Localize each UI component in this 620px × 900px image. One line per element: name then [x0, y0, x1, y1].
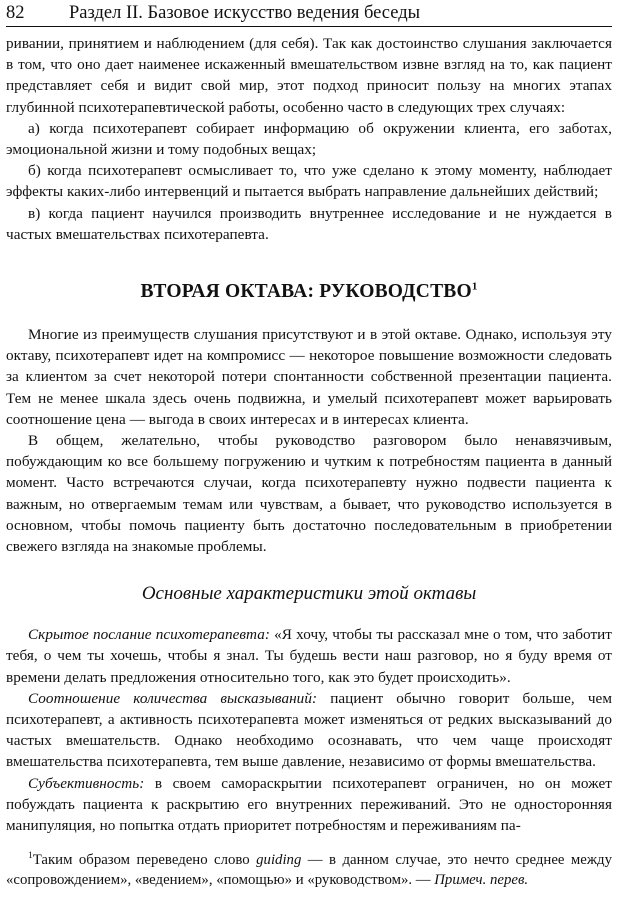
case-a-paragraph: а) когда психотерапевт собирает информацию об окружении клиента, его заботах, эмоциональной жизни и тому подобных вещах; [6, 119, 612, 159]
footnote-mark: 1 [28, 851, 33, 862]
section-text [6, 324, 612, 557]
characteristic-item [6, 773, 612, 837]
footnote [6, 850, 612, 890]
characteristic-term: Субъективность: [28, 774, 145, 792]
characteristic-text: «Я хочу, чтобы ты рассказал мне о том, что заботит тебя, о чем ты хочешь, чтобы я знал. Ты будешь вести наш разговор, но я буду время от времени делать предложения относительно того, как это будет происходить». [6, 626, 612, 686]
footnote-paragraph [6, 850, 612, 890]
footnote-note: Примеч. перев. [434, 872, 529, 888]
page-number: 82 [6, 3, 25, 23]
subsection-heading: Основные характеристики этой октавы [141, 583, 477, 605]
footnote-reference: 1 [471, 280, 478, 293]
case-c-paragraph: в) когда пациент научился производить внутреннее исследование и не нуждается в частых вмешательствах психотерапевта. [6, 204, 612, 243]
running-header [6, 2, 612, 27]
footnote-text: Таким образом переведено слово [32, 852, 257, 868]
footnote-text-middle: — в данном случае, это нечто среднее между «сопровождением», «ведением», «помощью» и «руководством». — [6, 852, 612, 888]
characteristic-item [6, 688, 612, 773]
book-page [6, 2, 613, 888]
characteristic-text: пациент обычно говорит больше, чем психотерапевт, а активность психотерапевта может изменяться от редких высказываний до частых вмешательств. Однако необходимо осознавать, что чем чаще происходят вмешательства психотерапевта, тем выше давление, независимо от формы вмешательства. [6, 689, 613, 771]
section-heading-text: ВТОРАЯ ОКТАВА: РУКОВОДСТВО [140, 281, 472, 303]
section-paragraph-1: Многие из преимуществ слушания присутствуют и в этой октаве. Однако, используя эту октаву, психотерапевт идет на компромисс — некоторое повышение возможности следовать за клиентом за счет некоторой потери спонтанности собственной презентации пациента. Тем не менее шкала здесь очень подвижна, и умелый психотерапевт может варьировать соотношение цена — выгода в своих интересах и в интересах клиента. [6, 326, 612, 428]
characteristic-text: в своем самораскрытии психотерапевт ограничен, но он может побуждать пациента к раскрытию его внутренних переживаний. Это не односторонняя манипуляция, но попытка отдать приоритет потребностям и переживаниям па- [6, 774, 612, 835]
section-title: Раздел II. Базовое искусство ведения беседы [69, 3, 421, 23]
case-b-paragraph: б) когда психотерапевт осмысливает то, что уже сделано к этому моменту, наблюдает эффекты каких-либо интервенций и пытается выбрать направление дальнейших действий; [6, 162, 612, 201]
section-paragraph-2: В общем, желательно, чтобы руководство разговором было ненавязчивым, побуждающим ко все большему погружению и чутким к потребностям пациента в данный момент. Часто встречаются случаи, когда психотерапевту нужно подвести пациента к важным, но отвергаемым темам или чувствам, а бывает, что руководство используется в основном, чтобы помочь пациенту быть достаточно последовательным в приобретении свежего взгляда на знакомые проблемы. [6, 432, 612, 556]
section-heading [6, 280, 612, 304]
characteristics-list [6, 624, 612, 836]
intro-text [6, 33, 612, 245]
characteristic-term: Скрытое послание психотерапевта: [28, 626, 270, 644]
intro-paragraph: ривании, принятием и наблюдением (для себя). Так как достоинство слушания заключается в том, что оно дает наименее искаженный вмешательством извне взгляд на то, как пациент представляет себя и видит свой мир, этот подход приносит пользу на многих этапах глубинной психотерапевтической работы, особенно часто в следующих трех случаях: [6, 35, 612, 116]
characteristic-item [6, 624, 612, 688]
characteristic-term: Соотношение количества высказываний: [28, 689, 318, 707]
footnote-word: guiding [256, 852, 302, 868]
